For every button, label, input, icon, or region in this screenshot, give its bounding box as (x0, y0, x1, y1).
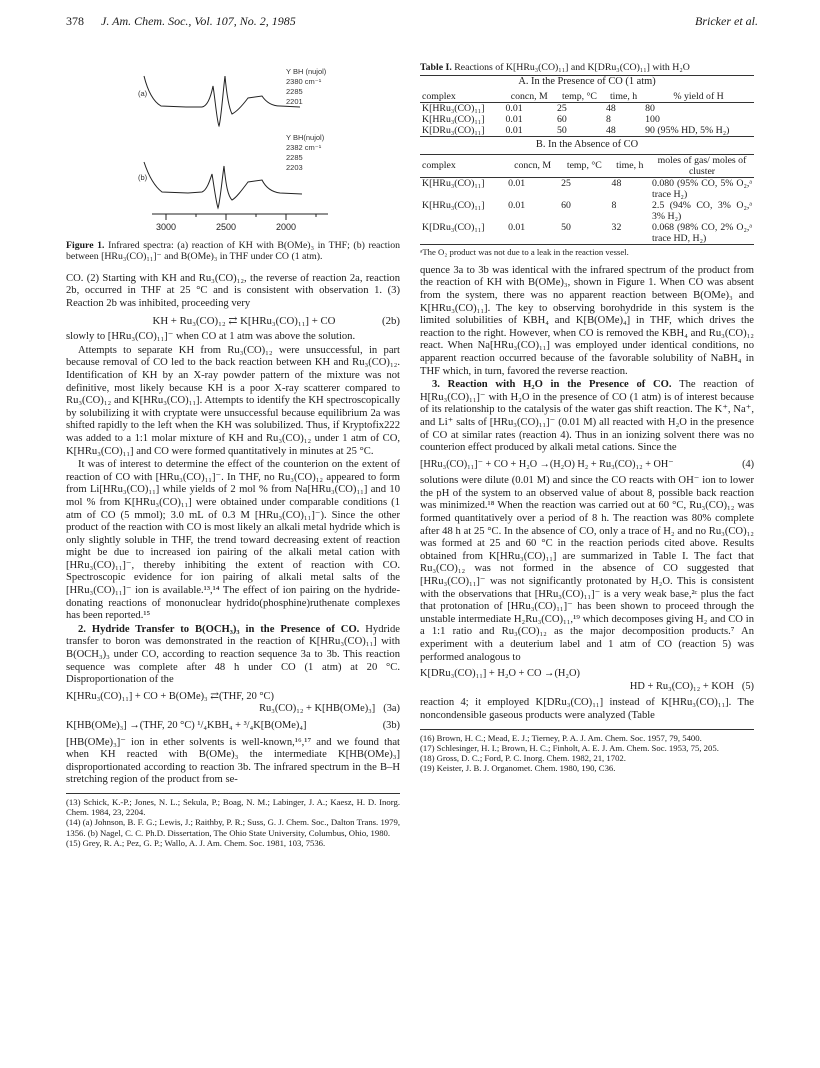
left-column (66, 62, 400, 848)
paragraph: [HB(OMe)₃]⁻ ion in ether solvents is well-known,¹⁶,¹⁷ and we found that when KH reacted with B(OMe)₃ the intermediate K[HB(OMe)₃] disproportionated according to reaction 3b. The infrared spectrum in the B–H stretching region of the product from se- (66, 736, 400, 786)
table-row: K[DRu₃(CO)₁₁] 0.01 50 32 0.068 (98% CO, 2% O₂,ᵃ trace HD, H₂) (422, 221, 752, 244)
table-part-b: B. In the Absence of CO (535, 139, 639, 150)
right-column (420, 62, 754, 773)
table-row: K[HRu₃(CO)₁₁] 0.01 25 48 80 (422, 103, 655, 114)
table-row: K[DRu₃(CO)₁₁] 0.01 50 48 90 (95% HD, 5% H₂) (420, 125, 754, 137)
tick-label: 3000 (155, 222, 177, 232)
footnote: (17) Schlesinger, H. I.; Brown, H. C.; Finholt, A. E. J. Am. Chem. Soc. 1953, 75, 205. (420, 742, 719, 753)
section-2: 2. Hydride Transfer to B(OCH₃)₃ in the Presence of CO. Hydride transfer to boron was demonstrated in the reaction of K[HRu₃(CO)₁₁] with B(OCH₃)₃ under CO, according to reaction sequence 3a to 3b. This reaction sequence was complete after 48 h under CO (1 atm) at 20 °C. Disproportionation of the (66, 623, 400, 686)
footnote: (16) Brown, H. C.; Mead, E. J.; Tierney, P. A. J. Am. Chem. Soc. 1957, 79, 5400. (420, 732, 702, 743)
spectrum-b (144, 162, 302, 208)
figure-caption: Figure 1. Infrared spectra: (a) reaction of KH with B(OMe)₃ in THF; (b) reaction between [HRu₃(CO)₁₁]⁻ and B(OMe)₃ in THF under CO (1 atm). (66, 240, 400, 263)
figure-1 (66, 62, 400, 238)
ann-a-4: 2201 (286, 97, 303, 106)
paragraph: It was of interest to determine the effect of the counterion on the extent of reaction of CO with [HRu₃(CO)₁₁]⁻. In THF, no Ru₃(CO)₁₂ appeared to form from Li[HRu₃(CO)₁₁] while yields of 2 mol % from Na[HRu₃(CO)₁₁] and 10 mol % from K[HRu₃(CO)₁₁] were obtained under comparable conditions (1 atm of CO (5 mmol); 3.0 mL of 0.3 M [HRu₃(CO)₁₁]⁻). Since the other product of the reaction with CO is most likely an alkali metal hydride which is only slightly soluble in THF, the trend toward decreasing extent of reaction might be due to increased ion pairing of the alkali metal cation with [HRu₃(CO)₁₁]⁻, thereby inhibiting the extent of reaction with CO. Spectroscopic evidence for ion pairing of alkali metal salts of the [HRu₃(CO)₁₁]⁻ ion is available.¹³,¹⁴ The effect of ion pairing on the hydride-donating reactions of mononuclear hydrido(phosphine)ruthenate complexes has been reported.¹⁵ (66, 459, 400, 622)
paragraph: quence 3a to 3b was identical with the infrared spectrum of the product from the reaction of KH with B(OMe)₃, shown in Figure 1. When CO was absent from the system, there was no apparent reaction between B(OMe)₃ and K[HRu₃(CO)₁₁]. The key to observing borohydride in this system is the limited solubilities of KBH₄ and K[B(OMe)₄] in THF, which drives the reaction to the right. However, when CO is removed the KBH₄ and Ru₃(CO)₁₂ react. When Na[HRu₃(CO)₁₁] was employed under identical conditions, no apparent reaction occurred because of the favorable solubility of NaBH₄ in THF which, in turn, favored the reverse reaction. (420, 264, 754, 377)
table-row: K[HRu₃(CO)₁₁] 0.01 60 8 2.5 (94% CO, 3% O₂,ᵃ 3% H₂) (422, 199, 752, 222)
footnote-rule (420, 729, 754, 730)
paragraph: CO. (2) Starting with KH and Ru₃(CO)₁₂, the reverse of reaction 2a, reaction 2b, occurred in THF at 25 °C and is consistent with observation 1. (3) Reaction 2b was inhibited, proceeding very (66, 272, 400, 309)
ann-a-1: Y BH (nujol) (286, 67, 327, 76)
equation-3b: K[HB(OMe)₃] →(THF, 20 °C) ¹/₄KBH₄ + ³/₄K[B(OMe)₄] (3b) (66, 720, 400, 731)
spectrum-a (144, 76, 300, 126)
footnote: (15) Grey, R. A.; Pez, G. P.; Wallo, A. J. Am. Chem. Soc. 1981, 103, 7536. (66, 837, 326, 848)
footnote: (14) (a) Johnson, B. F. G.; Lewis, J.; Raithby, P. R.; Suss, G. J. Chem. Soc., Dalton Trans. 1979, 1356. (b) Nagel, C. C. Ph.D. Dissertation, The Ohio State University, Columbus, Ohio, 1980. (66, 817, 400, 838)
ann-a-3: 2285 (286, 87, 303, 96)
tick-label: 2000 (275, 222, 297, 232)
footnote: (18) Gross, D. C.; Ford, P. C. Inorg. Chem. 1982, 21, 1702. (420, 752, 626, 763)
table-b: complex concn, M temp, °C time, h moles of gas/ moles of cluster K[HRu₃(CO)₁₁] 0.01 25 48 0.080 (95% CO, 5% O₂,ᵃ trace H₂) K[HRu₃(CO)₁₁] 0.01 60 8 2.5 (94% CO, 3% O₂,ᵃ 3% H₂) K[DRu₃(CO)₁₁] 0.01 50 32 0.068 (98% CO, 2% O₂,ᵃ trace HD, H₂) (422, 154, 752, 244)
footnote: (19) Keister, J. B. J. Organomet. Chem. 1980, 190, C36. (420, 763, 616, 774)
paragraph: Attempts to separate KH from Ru₃(CO)₁₂ were unsuccessful, in part because removal of CO led to the back reaction between KH and Ru₃(CO)₁₂. Identification of KH by an X-ray powder pattern of the mixture was not definitive, most likely because KH is a poor X-ray scatterer compared to Ru₃(CO)₁₂ and K[HRu₃(CO)₁₁]. Attempts to identify the KH spectroscopically by solubilizing it with cryptate were unsuccessful because equilibrium 2a was shifted rapidly to the left when the KH was solubilized. Thus, if Kryptofix222 was added to a 1:1 molar mixture of KH and Ru₃(CO)₁₂ under 1 atm of CO, K[HRu₃(CO)₁₁] and CO were formed quantitatively in minutes at 25 °C. (66, 344, 400, 457)
tick-label: 2500 (215, 222, 237, 232)
table-a: complex concn, M temp, °C time, h % yield of H K[HRu₃(CO)₁₁] 0.01 25 48 80 K[HRu₃(CO)₁₁] 0.01 60 8 100 K[DRu₃(CO)₁₁] 0.01 50 48 90 (95% HD, 5% H₂) (420, 91, 754, 137)
equation-2b: KH + Ru₃(CO)₁₂ ⇄ K[HRu₃(CO)₁₁] + CO (2b) (152, 314, 400, 327)
ann-b-4: 2203 (286, 163, 303, 172)
table-row: K[HRu₃(CO)₁₁] 0.01 25 48 0.080 (95% CO, 5% O₂,ᵃ trace H₂) (422, 177, 752, 200)
paragraph: solutions were dilute (0.01 M) and since the CO reacts with OH⁻ ion to lower the pH of the system to an observed value of about 8, possible back reaction was minimized.¹⁸ When the reaction was carried out at 60 °C, Ru₃(CO)₁₂ was formed quantitatively over a period of 8 h. The reaction was 80% complete after 48 h at 25 °C. In the absence of CO, only a trace of H₂ and no Ru₃(CO)₁₂ was formed at 25 and 60 °C in the reaction periods cited above. Results obtained from K[HRu₃(CO)₁₁] are summarized in Table I. The fact that Ru₃(CO)₁₂ was not formed in the absence of CO suggested that [HRu₃(CO)₁₁]⁻ was not significantly protonated by H₂O. This is consistent with the observations that [HRu₃(CO)₁₁]⁻ is a very weak base,²ᶜ plus the fact that protonation of [HRu₃(CO)₁₁]⁻ has been shown to proceed through the unstable intermediate H₂Ru₃(CO)₁₁,¹⁹ which decomposes giving H₂ and CO in a 1:1 ratio and Ru₃(CO)₁₂ as the major decomposition products.⁷ An experiment with a deuterium label and 1 atm of CO (reaction 5) was performed analogous to (420, 475, 754, 663)
footnote: (13) Schick, K.-P.; Jones, N. L.; Sekula, P.; Boag, N. M.; Labinger, J. A.; Kaesz, H. D. Inorg. Chem. 1984, 23, 2204. (66, 796, 400, 818)
label-a: (a) (138, 89, 148, 98)
running-authors: Bricker et al. (695, 14, 758, 28)
ann-b-2: 2382 cm⁻¹ (286, 143, 322, 152)
table-row: K[HRu₃(CO)₁₁] 0.01 60 8 100 (422, 114, 660, 125)
paragraph: slowly to [HRu₃(CO)₁₁]⁻ when CO at 1 atm was above the solution. (66, 331, 356, 343)
ann-b-1: Y BH(nujol) (286, 133, 325, 142)
equation-3a: K[HRu₃(CO)₁₁] + CO + B(OMe)₃ ⇄(THF, 20 °C) Ru₃(CO)₁₂ + K[HB(OMe)₃] (3a) (66, 690, 400, 715)
table-title: Table I. Reactions of K[HRu₃(CO)₁₁] and K[DRu₃(CO)₁₁] with H₂O (420, 62, 690, 73)
footnote-rule (66, 793, 400, 794)
journal-citation: J. Am. Chem. Soc., Vol. 107, No. 2, 1985 (101, 14, 296, 28)
table-footnote: ᵃThe O₂ product was not due to a leak in the reaction vessel. (420, 246, 629, 257)
section-3: 3. Reaction with H₂O in the Presence of CO. The reaction of H[Ru₃(CO)₁₁]⁻ with H₂O in the presence of CO (1 atm) is of interest because of its relationship to the catalysis of the water gas shift reaction. The K⁺, Na⁺, and Li⁺ salts of [HRu₃(CO)₁₁]⁻ (0.01 M) all reacted with H₂O in the presence of CO at similar rates (reaction 4). Thus in an ionizing solvent there was no counterion effect produced by alkali metal cations. Since the (420, 379, 754, 454)
page-number: 378 (66, 14, 84, 28)
ann-a-2: 2380 cm⁻¹ (286, 77, 322, 86)
ir-spectra-plot (66, 62, 400, 238)
equation-5: K[DRu₃(CO)₁₁] + H₂O + CO →(H₂O) HD + Ru₃(CO)₁₂ + KOH (5) (420, 668, 754, 692)
ann-b-3: 2285 (286, 153, 303, 162)
running-header (66, 14, 758, 29)
table-part-a: A. In the Presence of CO (1 atm) (420, 75, 754, 89)
equation-4: [HRu₃(CO)₁₁]⁻ + CO + H₂O →(H₂O) H₂ + Ru₃(CO)₁₂ + OH⁻ (4) (420, 458, 754, 470)
paragraph: reaction 4; it employed K[DRu₃(CO)₁₁] instead of K[HRu₃(CO)₁₁]. The noncondensible gaseous products were analyzed (Table (420, 697, 754, 721)
label-b: (b) (138, 173, 148, 182)
